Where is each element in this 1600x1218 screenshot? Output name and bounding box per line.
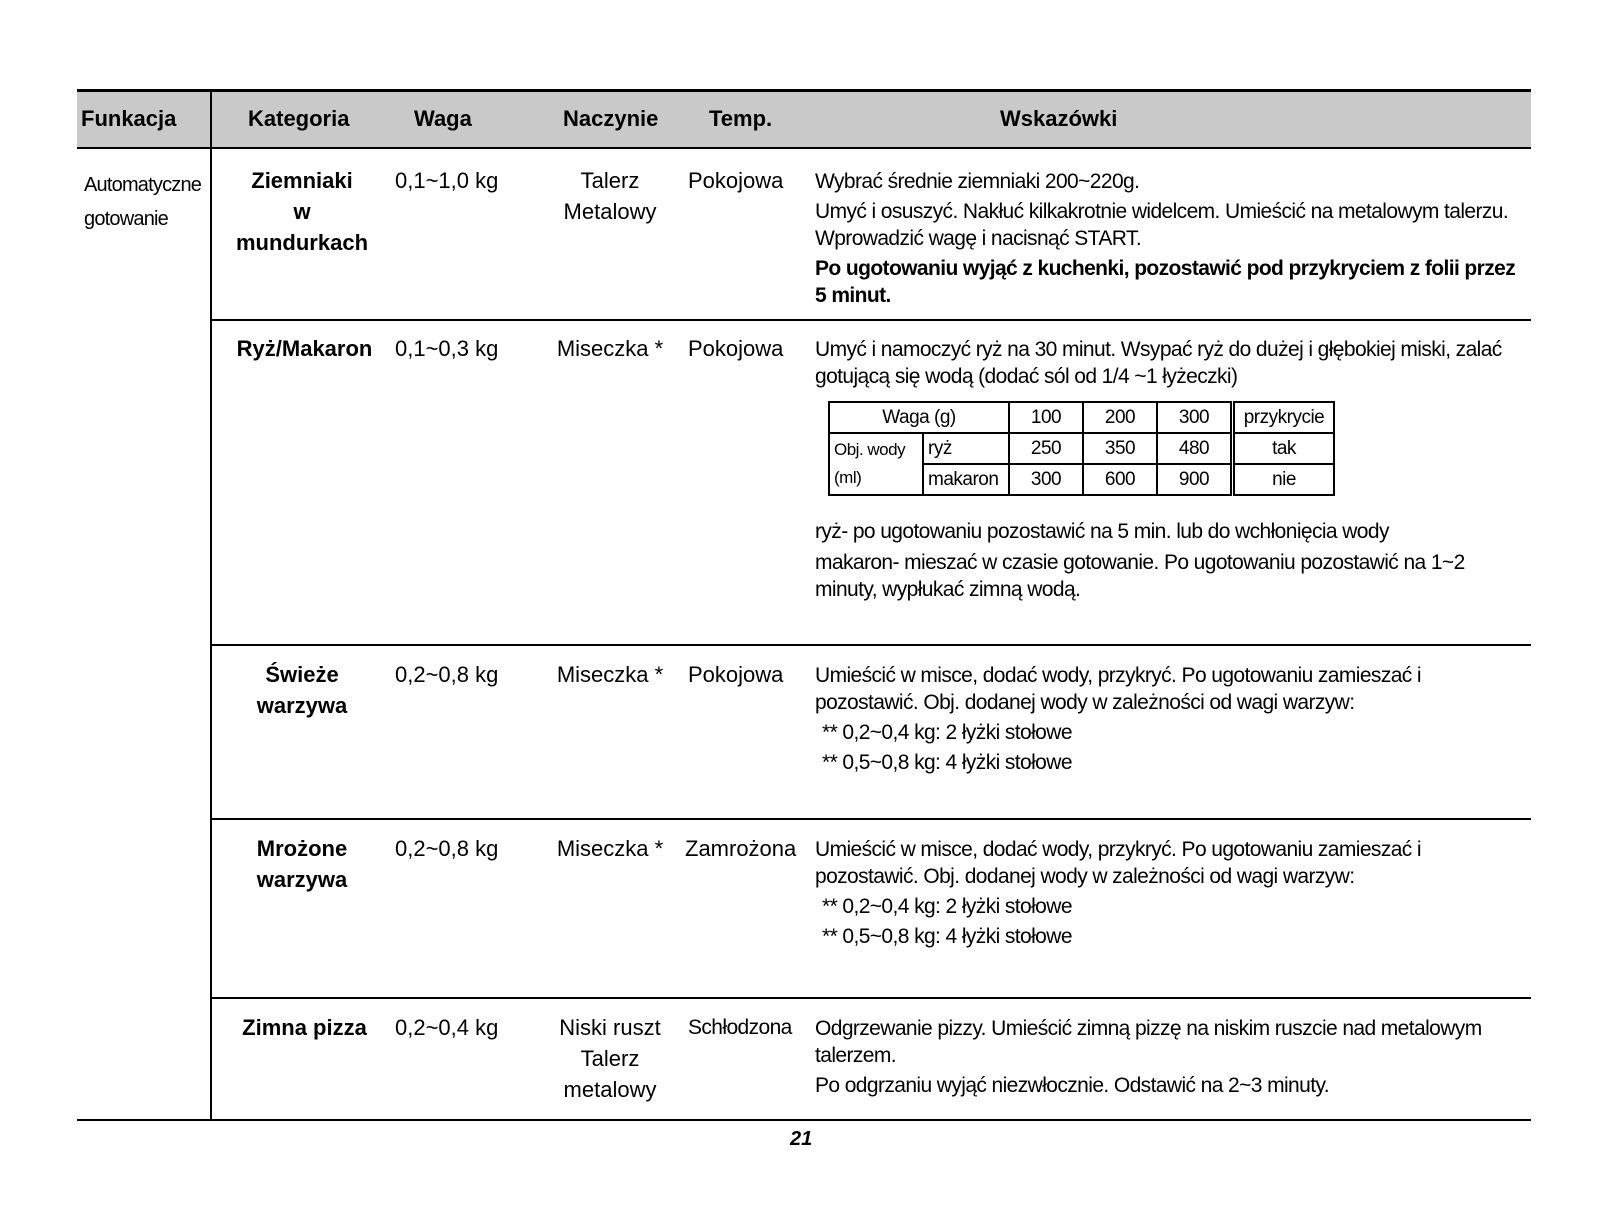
category-rice-pasta <box>222 333 387 364</box>
category-line: Mrożone <box>256 836 348 861</box>
category-line: mundurkach <box>235 230 369 255</box>
temp-value: Schłodzona <box>688 1016 792 1039</box>
category-line: w <box>293 199 311 224</box>
tip-text: ryż- po ugotowaniu pozostawić na 5 min. lub do wchłonięcia wody <box>815 520 1389 543</box>
header-funkcja: Funkacja <box>81 106 177 131</box>
tip-text: Umyć i osuszyć. Nakłuć kilkakrotnie widelcem. Umieścić na metalowym talerzu. Wprowadzić wagę i nacisnąć START. <box>815 200 1509 250</box>
row-separator <box>212 644 1531 646</box>
dish-line: Metalowy <box>563 199 657 224</box>
table-weight-cell: 300 <box>1157 402 1233 433</box>
table-pasta-cell: 300 <box>1009 464 1083 495</box>
temp-value: Pokojowa <box>688 336 784 361</box>
category-line: Zimna pizza <box>242 1015 367 1040</box>
tip-text: Umieścić w misce, dodać wody, przykryć. Po ugotowaniu zamieszać i pozostawić. Obj. dodanej wody w zależności od wagi warzyw: <box>815 664 1422 714</box>
weight-value: 0,1~1,0 kg <box>395 168 499 193</box>
tip-bullet: ** 0,2~0,4 kg: 2 łyżki stołowe <box>822 895 1072 918</box>
tips-rice <box>815 336 1525 390</box>
category-line: warzywa <box>256 867 348 892</box>
header-wskazowki: Wskazówki <box>1000 106 1118 131</box>
table-pasta-cover: nie <box>1233 464 1335 495</box>
tips-cold-pizza <box>815 1015 1525 1099</box>
top-rule <box>77 89 1531 92</box>
table-rice-cover: tak <box>1233 433 1335 464</box>
tip-text: Odgrzewanie pizzy. Umieścić zimną pizzę na niskim ruszcie nad metalowym talerzem. <box>815 1017 1482 1067</box>
tip-bullet: ** 0,5~0,8 kg: 4 łyżki stołowe <box>822 925 1072 948</box>
dish-value <box>535 659 685 690</box>
dish-line: Talerz <box>580 168 640 193</box>
header-kategoria: Kategoria <box>248 106 350 131</box>
dish-line: Miseczka * <box>556 662 664 687</box>
dish-line: Miseczka * <box>556 836 664 861</box>
header-naczynie: Naczynie <box>563 106 659 131</box>
tip-text: Po odgrzaniu wyjąć niezwłocznie. Odstawić na 2~3 minuty. <box>815 1074 1330 1097</box>
category-line: Świeże <box>265 662 339 687</box>
bottom-rule <box>77 1119 1531 1121</box>
tip-bullet: ** 0,5~0,8 kg: 4 łyżki stołowe <box>822 751 1072 774</box>
row-separator <box>212 319 1531 321</box>
category-line: Ryż/Makaron <box>236 336 373 361</box>
tip-text: Umieścić w misce, dodać wody, przykryć. Po ugotowaniu zamieszać i pozostawić. Obj. dodanej wody w zależności od wagi warzyw: <box>815 838 1422 888</box>
weight-value: 0,1~0,3 kg <box>395 336 499 361</box>
tip-bullet: ** 0,2~0,4 kg: 2 łyżki stołowe <box>822 721 1072 744</box>
row-separator <box>212 818 1531 820</box>
temp-value: Pokojowa <box>688 168 784 193</box>
dish-line: metalowy <box>563 1077 657 1102</box>
function-line-1: Automatyczne <box>84 174 202 196</box>
table-cover-header: przykrycie <box>1233 402 1335 433</box>
dish-line: Niski ruszt <box>559 1015 661 1040</box>
header-waga: Waga <box>414 106 472 131</box>
table-pasta-label: makaron <box>923 464 1009 495</box>
temp-value: Zamrożona <box>685 836 797 861</box>
dish-line: Talerz <box>580 1046 640 1071</box>
table-pasta-cell: 600 <box>1083 464 1157 495</box>
dish-value <box>535 1012 685 1105</box>
dish-line: Miseczka * <box>556 336 664 361</box>
header-bottom-rule <box>77 147 1531 149</box>
tips-potatoes <box>815 168 1525 309</box>
tips-rice-after <box>815 518 1525 603</box>
tip-text: makaron- mieszać w czasie gotowanie. Po ugotowaniu pozostawić na 1~2 minuty, wypłukać zimną wodą. <box>815 551 1465 601</box>
function-label <box>84 168 201 236</box>
header-temp: Temp. <box>709 106 773 131</box>
table-rice-cell: 480 <box>1157 433 1233 464</box>
tips-frozen-vegetables <box>815 836 1525 950</box>
table-weight-cell: 100 <box>1009 402 1083 433</box>
table-weight-cell: 200 <box>1083 402 1157 433</box>
dish-value <box>535 833 685 864</box>
water-label-line: Obj. wody <box>834 440 906 459</box>
tip-text: Wybrać średnie ziemniaki 200~220g. <box>815 170 1140 193</box>
category-fresh-vegetables <box>212 659 392 721</box>
dish-value <box>535 165 685 227</box>
page-number: 21 <box>790 1128 813 1150</box>
tip-text: Umyć i namoczyć ryż na 30 minut. Wsypać ryż do dużej i głębokiej miski, zalać gotującą się wodą (dodać sól od 1/4 ~1 łyżeczki) <box>815 338 1502 388</box>
function-line-2: gotowanie <box>84 208 168 230</box>
weight-value: 0,2~0,8 kg <box>395 836 499 861</box>
table-rice-label: ryż <box>923 433 1009 464</box>
row-separator <box>212 997 1531 999</box>
category-potatoes <box>212 165 392 258</box>
category-line: warzywa <box>256 693 348 718</box>
table-rice-cell: 250 <box>1009 433 1083 464</box>
category-cold-pizza <box>222 1012 387 1043</box>
dish-value <box>535 333 685 364</box>
tip-bold-text: Po ugotowaniu wyjąć z kuchenki, pozostawić pod przykryciem z folii przez 5 minut. <box>815 257 1516 307</box>
category-line: Ziemniaki <box>251 168 353 193</box>
weight-value: 0,2~0,8 kg <box>395 662 499 687</box>
table-rice-cell: 350 <box>1083 433 1157 464</box>
weight-value: 0,2~0,4 kg <box>395 1015 499 1040</box>
water-label-line: (ml) <box>834 468 862 487</box>
category-frozen-vegetables <box>212 833 392 895</box>
temp-value: Pokojowa <box>688 662 784 687</box>
water-volume-table <box>828 401 1335 496</box>
table-pasta-cell: 900 <box>1157 464 1233 495</box>
table-water-label <box>829 433 923 495</box>
table-weight-header: Waga (g) <box>829 402 1009 433</box>
tips-fresh-vegetables <box>815 662 1525 776</box>
